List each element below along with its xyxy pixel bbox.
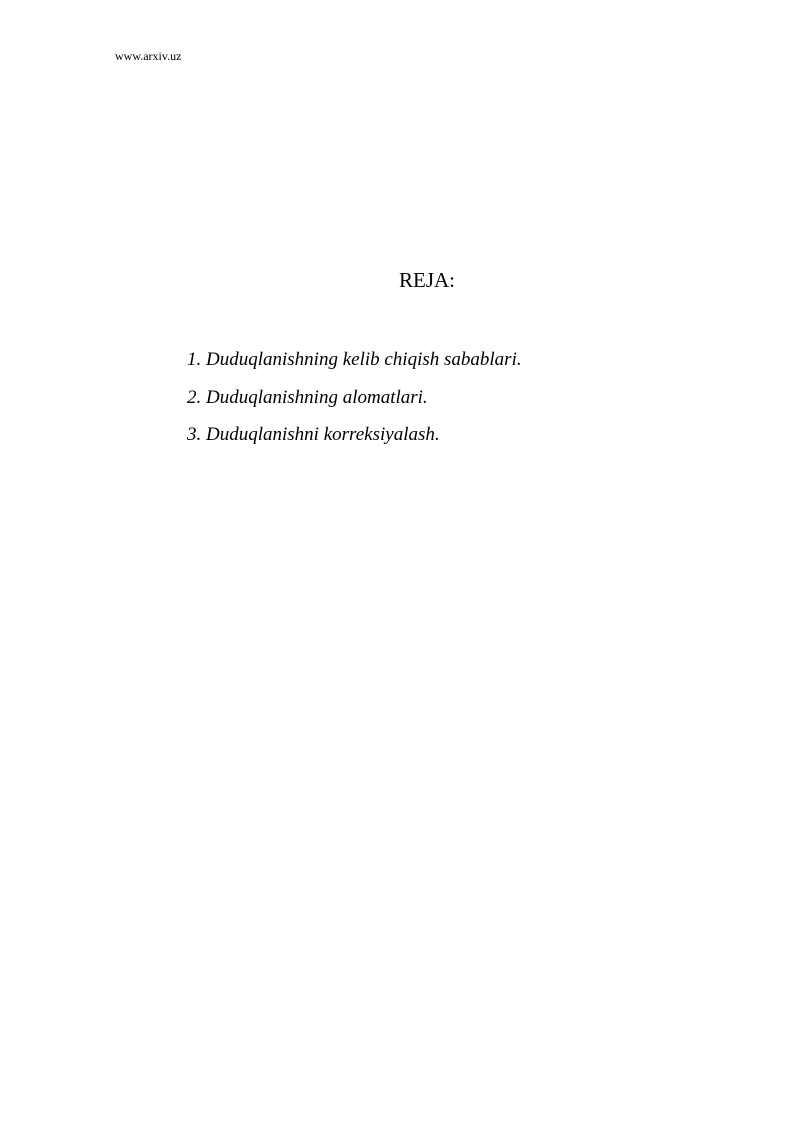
plan-item: 3. Duduqlanishni korreksiyalash. (187, 424, 440, 445)
plan-item: 2. Duduqlanishning alomatlari. (187, 386, 428, 408)
site-header-url: www.arxiv.uz (115, 49, 182, 63)
page-title: REJA: (398, 268, 455, 292)
plan-item: 1. Duduqlanishning kelib chiqish sabablari. (187, 349, 522, 370)
plan-list (187, 347, 522, 460)
